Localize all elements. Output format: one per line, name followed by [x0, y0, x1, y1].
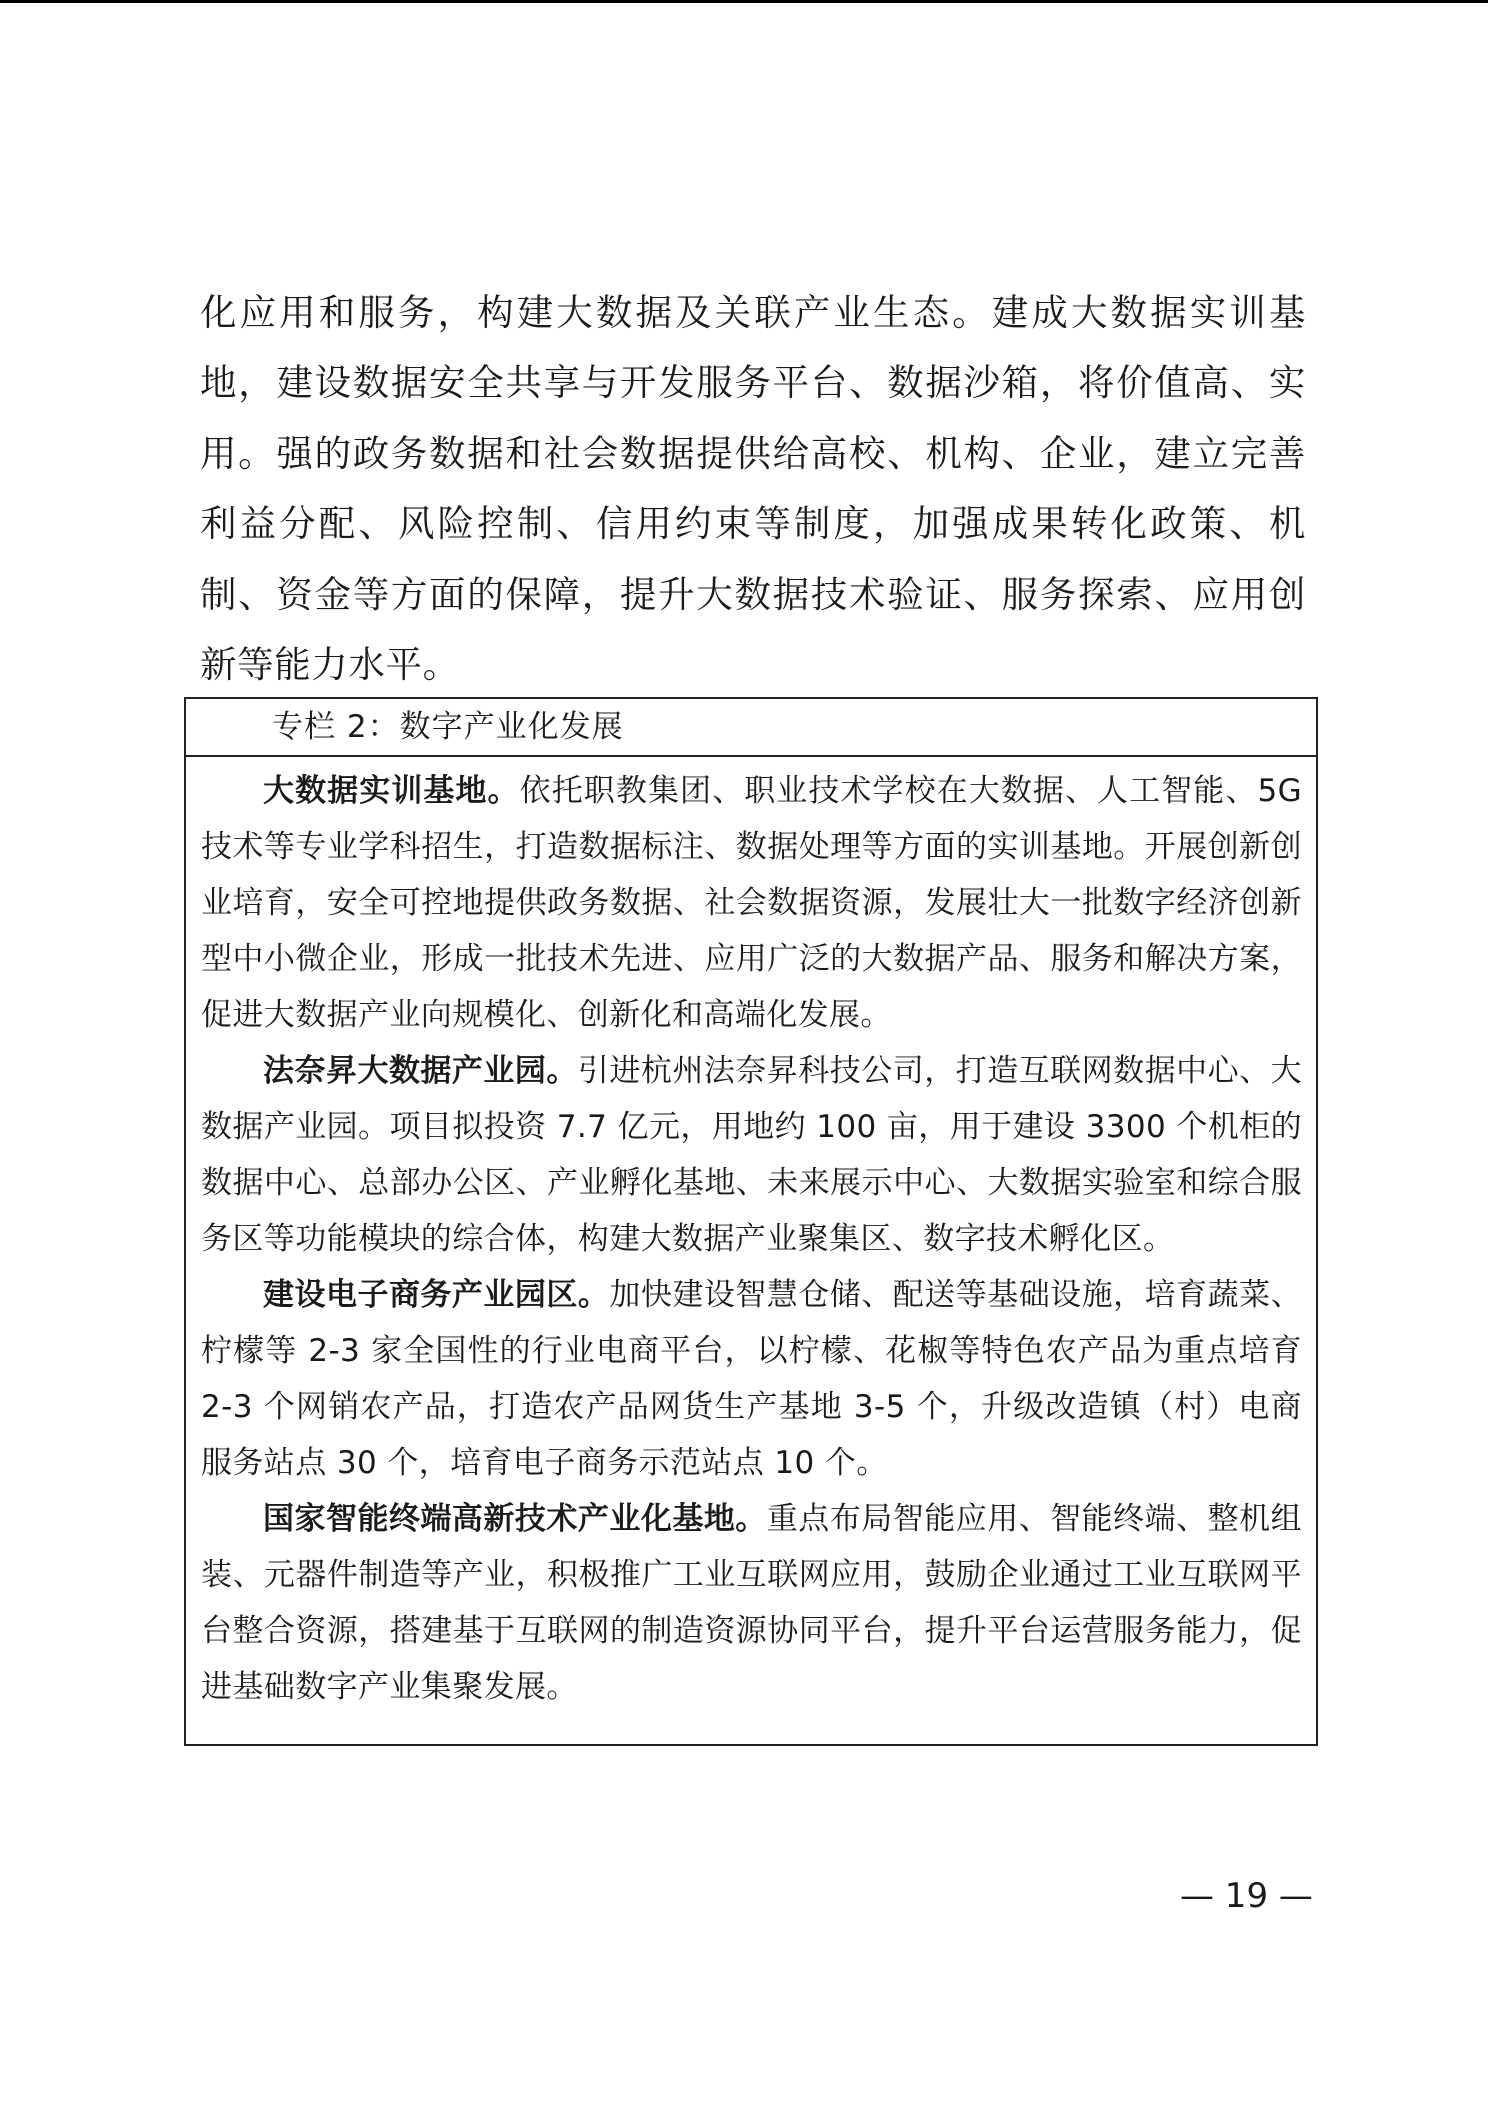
column-item-text: 引进杭州法奈昇科技公司，打造互联网数据中心、大数据产业园。项目拟投资 7.7 亿元，用地约 100 亩，用于建设 3300 个机柜的数据中心、总部办公区、产业孵化基地、未来展示中心、大数据实验室和综合服务区等功能模块的综合体，构建大数据产业聚集区、数字技术孵化区。 [201, 1053, 1302, 1257]
page-number: — 19 — [1180, 1876, 1313, 1916]
column-item-heading: 建设电子商务产业园区。 [263, 1277, 610, 1313]
column-item-heading: 大数据实训基地。 [263, 773, 520, 809]
column-box-title: 专栏 2：数字产业化发展 [186, 699, 1316, 757]
top-border-line [0, 0, 1488, 3]
column-item-industrial-park [201, 1043, 1302, 1267]
column-box [184, 697, 1318, 1746]
body-paragraph: 化应用和服务，构建大数据及关联产业生态。建成大数据实训基地，建设数据安全共享与开发服务平台、数据沙箱，将价值高、实用。强的政务数据和社会数据提供给高校、机构、企业，建立完善利益分配、风险控制、信用约束等制度，加强成果转化政策、机制、资金等方面的保障，提升大数据技术验证、服务探索、应用创新等能力水平。 [200, 291, 1306, 687]
column-item-text: 加快建设智慧仓储、配送等基础设施，培育蔬菜、柠檬等 2-3 家全国性的行业电商平台，以柠檬、花椒等特色农产品为重点培育 2-3 个网销农产品，打造农产品网货生产基地 3-5 个，升级改造镇（村）电商服务站点 30 个，培育电子商务示范站点 10 个。 [201, 1277, 1302, 1481]
column-item-text: 重点布局智能应用、智能终端、整机组装、元器件制造等产业，积极推广工业互联网应用，鼓励企业通过工业互联网平台整合资源，搭建基于互联网的制造资源协同平台，提升平台运营服务能力，促进基础数字产业集聚发展。 [201, 1501, 1302, 1705]
column-item-heading: 国家智能终端高新技术产业化基地。 [263, 1501, 767, 1537]
column-item-training-base [201, 763, 1302, 1043]
column-box-body [186, 757, 1316, 1715]
column-item-text: 依托职教集团、职业技术学校在大数据、人工智能、5G 技术等专业学科招生，打造数据标注、数据处理等方面的实训基地。开展创新创业培育，安全可控地提供政务数据、社会数据资源，发展壮大一批数字经济创新型中小微企业，形成一批技术先进、应用广泛的大数据产品、服务和解决方案，促进大数据产业向规模化、创新化和高端化发展。 [201, 773, 1302, 1033]
column-item-heading: 法奈昇大数据产业园。 [263, 1053, 578, 1089]
column-item-ecommerce-park [201, 1267, 1302, 1491]
column-item-smart-terminal-base [201, 1491, 1302, 1715]
